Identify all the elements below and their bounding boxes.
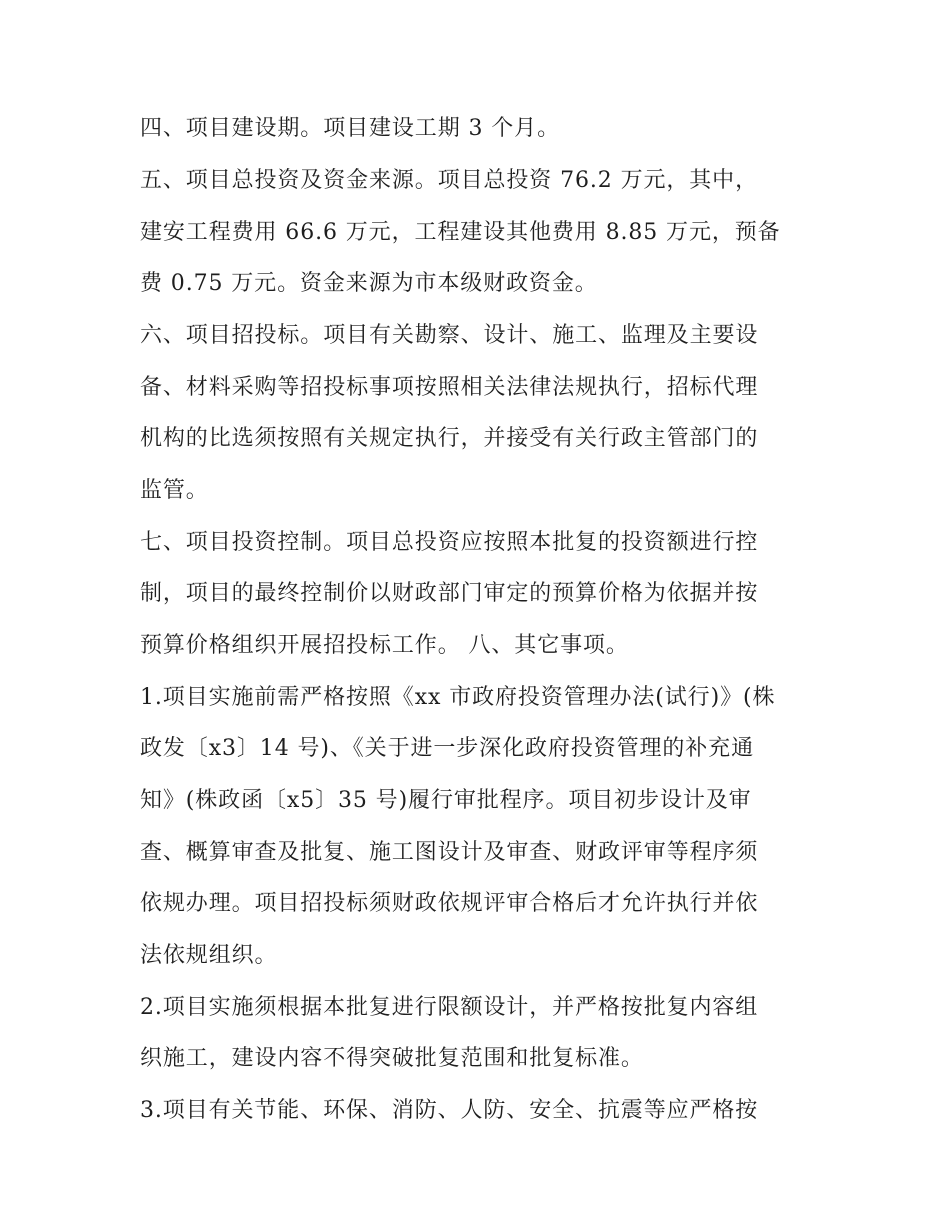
text-line-6-bidding-cont: 备、材料采购等招投标事项按照相关法律法规执行，招标代理 (140, 375, 759, 400)
text-line-item-3: 3.项目有关节能、环保、消防、人防、安全、抗震等应严格按 (140, 1098, 759, 1123)
text-line-6-supervision: 监管。 (140, 478, 209, 503)
text-line-item-1-end: 法依规组织。 (140, 943, 278, 968)
text-line-6-bidding: 六、项目招投标。项目有关勘察、设计、施工、监理及主要设 (140, 323, 759, 348)
text-line-7-8-other-matters: 预算价格组织开展招投标工作。 八、其它事项。 (140, 633, 629, 658)
text-line-7-cost-control: 七、项目投资控制。项目总投资应按照本批复的投资额进行控 (140, 530, 759, 555)
text-line-item-1-cont-4: 依规办理。项目招投标须财政依规评审合格后才允许执行并依 (140, 891, 759, 916)
text-line-item-1-cont: 政发〔x3〕14 号)、《关于进一步深化政府投资管理的补充通 (140, 736, 754, 761)
text-line-5-investment-cont: 建安工程费用 66.6 万元，工程建设其他费用 8.85 万元，预备 (140, 220, 781, 245)
text-line-4-construction-period: 四、项目建设期。项目建设工期 3 个月。 (140, 116, 560, 141)
text-line-item-1: 1.项目实施前需严格按照《xx 市政府投资管理办法(试行)》(株 (140, 685, 776, 710)
text-line-5-investment: 五、项目总投资及资金来源。项目总投资 76.2 万元，其中， (140, 168, 758, 193)
text-line-6-bidding-cont-2: 机构的比选须按照有关规定执行，并接受有关行政主管部门的 (140, 426, 759, 451)
text-line-item-2: 2.项目实施须根据本批复进行限额设计，并严格按批复内容组 (140, 995, 759, 1020)
text-line-item-1-cont-3: 查、概算审查及批复、施工图设计及审查、财政评审等程序须 (140, 840, 759, 865)
text-line-5-funding-source: 费 0.75 万元。资金来源为市本级财政资金。 (140, 271, 598, 296)
text-line-item-1-cont-2: 知》(株政函〔x5〕35 号)履行审批程序。项目初步设计及审 (140, 788, 752, 813)
text-line-7-cost-control-cont: 制，项目的最终控制价以财政部门审定的预算价格为依据并按 (140, 581, 759, 606)
text-line-item-2-cont: 织施工，建设内容不得突破批复范围和批复标准。 (140, 1046, 644, 1071)
